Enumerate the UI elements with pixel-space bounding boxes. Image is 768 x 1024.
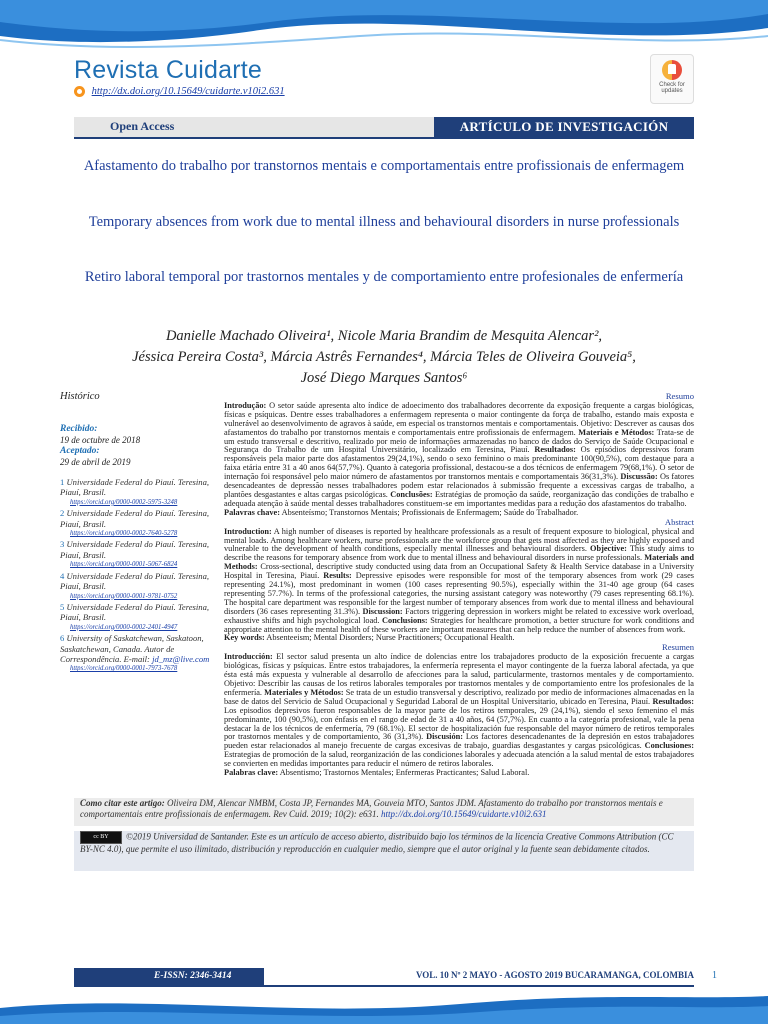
section-label: Discussion: (360, 606, 403, 616)
section-text: Estrategias de promoción de la salud, reorganización de las condiciones laborales y adecuada atención a la salud mental de estos trabajadores se convierten en medidas importantes para reducir el número de retiros laborales. (224, 750, 694, 769)
affiliation-text: Universidade Federal do Piauí. Teresina, Piauí, Brasil. (60, 539, 210, 560)
affiliation-number: 5 (60, 601, 65, 612)
section-text: Os fatores desencadeantes de depressão nesses trabalhadores podem estar relacionados à submissão frequente a excessivas cargas de trabalho, a plantões desgastantes e altas cargas psicológicas. (224, 472, 695, 499)
section-label: Conclusões: (387, 489, 433, 499)
citation-label: Como citar este artigo: (80, 798, 165, 808)
affiliation-number: 2 (60, 508, 65, 519)
section-text: Depressive episodes were responsible for most of the temporary absences from work (29 cases representing 24.1%), most predominant in women (100 cases representing 90.5%), especially within the 31-40 age group (64 cases representing 57.7%). In terms of the professional categories, the nursing assistant category was noteworthy (79 cases representing 68.1%). The hospital care department was responsible for the largest number of temporary absences from work due to mental illness and behavioural disorders (36 cases representing 31.3%). (224, 571, 694, 616)
affiliation-item (60, 633, 210, 675)
affiliation-text: Universidade Federal do Piauí. Teresina, Piauí, Brasil. (60, 601, 210, 623)
resumen-heading: Resumen (662, 642, 694, 653)
affiliation-list (60, 477, 210, 675)
affiliation-item (60, 602, 210, 633)
open-access-icon (74, 86, 85, 97)
check-for-updates-badge[interactable] (650, 54, 694, 104)
resumen-body (224, 653, 694, 778)
section-label: Materiales y Métodos: (262, 687, 344, 697)
affiliation-item (60, 508, 210, 539)
abstract-heading: Abstract (664, 516, 694, 527)
citation-doi-link[interactable]: http://dx.doi.org/10.15649/cuidarte.v10i2.631 (381, 809, 547, 819)
orcid-link[interactable]: https://orcid.org/0000-0001-9781-0752 (70, 592, 178, 600)
license-box (74, 831, 694, 871)
abstracts-column (224, 392, 694, 778)
footer-bar (74, 968, 694, 987)
article-type-label: ARTÍCULO DE INVESTIGACIÓN (434, 117, 694, 137)
author-line: Jéssica Pereira Costa³, Márcia Astrês Fernandes⁴, Márcia Teles de Oliveira Gouveia⁵, (132, 349, 636, 365)
affiliation-text: Universidade Federal do Piauí. Teresina, Piauí, Brasil. (60, 508, 210, 529)
section-label: Discusión: (423, 732, 464, 742)
section-text: O setor saúde apresenta alto índice de adoecimento dos trabalhadores decorrente da exposição frequente a cargas biológicas, físicas e psíquicas. Dentre esses trabalhadores a enfermagem representa o maior contingente da força de trabalho, estando mais exposta e vulnerável ao desenvolvimento de agravos à saúde, em especial os transtornos mentais e comportamentais. Objetivo: Descrever as causas dos afastamentos do trabalho por transtornos mentais e comportamentais entre profissionais de enfermagem. (224, 400, 695, 437)
section-text: Factors triggering depression in workers might be related to excessive work overload, exhaustive shifts and high psychological load. (224, 606, 694, 625)
affiliation-text: Universidade Federal do Piauí. Teresina, Piauí, Brasil. (60, 477, 210, 498)
section-text: Os episódios depressivos foram responsáveis pela maior parte dos afastamentos 29(24,1%), sendo o sexo feminino o mais predominante 100(90,5%), com destaque para a faixa etária entre 31 a 40 anos 64(57,7%). Quanto à categoria profissional, destacou-se a dos técnicos de enfermagem 79(68,1%). O setor de internação foi responsável pelo maior número de afastamentos por transtornos mentais e comportamentais 36(31,3%). (224, 445, 694, 482)
affiliation-number: 3 (60, 539, 65, 550)
section-text: Strategies for healthcare promotion, a better structure for work conditions and appropriate attention to the mental health of these workers are important measures that can help reduce the number of absences from work. (224, 615, 694, 634)
keywords-label: Key words: (224, 633, 265, 643)
section-text: Trata-se de um estudo transversal e descritivo, realizado por meio de informações armazenadas no banco de dados do Serviço de Saúde Ocupacional e Segurança do Trabalho de um Hospital Universitário, localizado em Teresina, Piauí. (224, 427, 694, 455)
journal-title: Revista Cuidarte (74, 56, 263, 84)
creative-commons-icon[interactable]: cc BY (80, 831, 122, 844)
keywords-text: Absentismo; Trastornos Mentales; Enfermeras Practicantes; Salud Laboral. (278, 768, 530, 778)
affiliation-text: University of Saskatchewan, Saskatoon, Saskatchewan, Canada. Autor de Correspondência. E-mail: (60, 633, 204, 664)
section-label: Discussão: (618, 472, 658, 482)
section-text: Estratégias de promoção da saúde, reorganização das condições de trabalho e adequada atenção à saúde mental desses trabalhadores constituem-se em importantes medidas para a redução dos afastamentos do trabalho. (224, 489, 695, 508)
resumo-body (224, 402, 694, 518)
issn-label: E-ISSN: 2346-3414 (74, 968, 264, 985)
orcid-link[interactable]: https://orcid.org/0000-0002-2401-4947 (70, 623, 178, 631)
author-line: José Diego Marques Santos⁶ (300, 370, 468, 386)
orcid-link[interactable]: https://orcid.org/0000-0002-7640-5278 (70, 530, 178, 538)
section-text: Los episodios depresivos fueron responsables de la mayor parte de los retiros temporales, 29 (24,1%), siendo el sexo femenino el más predominante, 100 (90,5%), con énfasis en el rango de edad de 31 a 40 años, 64 (57,7%). En cuanto a la categoría profesional, vale la pena destacar la de los técnicos de enfermería, 79 (68.1%). El sector de hospitalización fue responsable del mayor número de retiros temporales por trastornos mentales y de comportamiento, 36 (31,3%). (224, 705, 694, 742)
section-label: Introducción: (224, 652, 273, 662)
section-text: Se trata de un estudio transversal y descriptivo, realizado por medio de informaciones almacenadas en la base de datos del Servicio de Salud Ocupacional y Seguridad Laboral de un Hospital Universitario, ubicado en Teresina, Piauí. (224, 687, 694, 706)
affiliation-item (60, 571, 210, 602)
abstract-body (224, 528, 694, 644)
header-wave-banner (0, 0, 768, 60)
affiliation-text: Universidade Federal do Piauí. Teresina, Piauí, Brasil. (60, 570, 210, 592)
section-label: Introdução: (224, 400, 267, 410)
title-spanish: Retiro laboral temporal por trastornos mentales y de comportamiento entre profesionales de enfermería (84, 269, 684, 285)
bookmark-icon (662, 60, 682, 80)
section-label: Results: (319, 571, 352, 581)
affiliation-item (60, 477, 210, 508)
affiliation-item (60, 539, 210, 570)
orcid-link[interactable]: https://orcid.org/0000-0002-5975-3248 (70, 498, 178, 506)
title-english: Temporary absences from work due to mental illness and behavioural disorders in nurse professionals (88, 214, 680, 230)
received-date: 19 de octubre de 2018 (60, 434, 141, 445)
section-label: Conclusions: (379, 615, 428, 625)
citation-text: Oliveira DM, Alencar NMBM, Costa JP, Fernandes MA, Gouveia MTO, Santos JDM. Afastamento do trabalho por transtornos mentais e comportamentais entre profissionais de enfermagem. Rev Cuid. 2019; 10(2): e631. (80, 798, 663, 819)
affiliation-number: 4 (60, 570, 65, 581)
section-label: Resultados: (650, 696, 694, 706)
volume-label: VOL. 10 Nº 2 MAYO - AGOSTO 2019 BUCARAMANGA, COLOMBIA (415, 970, 694, 980)
history-sidebar (60, 392, 210, 675)
doi-row (74, 86, 285, 97)
section-text: A high number of diseases is reported by healthcare professionals as a result of frequent exposure to biological, physical and mental loads. Among healthcare workers, nurse professionals are the workforce group that gets most affected as they are highly exposed and vulnerable to the development of health conditions, especially mental illnesses and behavioural disorders. (224, 526, 694, 554)
received-label: Recibido: (60, 424, 98, 435)
section-label: Materials and Methods: (224, 553, 695, 572)
license-text: ©2019 Universidad de Santander. Este es un artículo de acceso abierto, distribuido bajo los términos de la licencia Creative Commons Attribution (CC BY-NC 4.0), que permite el uso ilimitado, distribución y reproducción en cualquier medio, siempre que el autor original y la fuente sean debidamente citados. (80, 831, 674, 854)
citation-box (74, 798, 694, 826)
section-text: This study aims to describe the reasons for temporary absence from work due to mental illness and behavioural disorders in nurse professionals. (224, 544, 694, 563)
footer-wave-banner (0, 990, 768, 1024)
accepted-date: 29 de abril de 2019 (60, 456, 131, 467)
section-label: Materiais e Métodos: (575, 427, 655, 437)
section-label: Objective: (586, 544, 627, 554)
section-text: El sector salud presenta un alto índice de dolencias entre los trabajadores producto de la exposición frecuente a cargas biológicas, físicas y psíquicas. Entre estos trabajadores, la enfermería representa el mayor contingente de la fuerza laboral afectada, ya que ésta está más expuesta y vulnerable al desarrollo de afecciones para la salud, particularmente, trastornos mentales y de comportamiento. Objetivo: Describir las causas de los retiros laborales temporales por trastornos mentales y de comportamiento entre los profesionales de la enfermería. (224, 652, 694, 697)
page-number: 1 (712, 970, 717, 981)
section-text: Cross-sectional, descriptive study conducted using data from an Occupational Safety & Health Service database in a University Hospital in Teresina, Piauí. (224, 562, 694, 581)
affiliation-number: 1 (60, 477, 65, 488)
affiliation-number: 6 (60, 633, 65, 644)
orcid-link[interactable]: https://orcid.org/0000-0001-5067-6824 (70, 561, 178, 569)
keywords-label: Palavras chave: (224, 507, 280, 517)
keywords-label: Palabras clave: (224, 768, 279, 778)
section-text: Los factores desencadenantes de la depresión en estos trabajadores pueden estar relacionados al manejo frecuente de cargas excesivas de trabajo, guardias desgastantes y cargas psicológicas. (224, 732, 695, 751)
open-access-label: Open Access (110, 119, 175, 133)
accepted-label: Aceptado: (60, 446, 100, 457)
section-label: Resultados: (529, 445, 576, 455)
author-list (74, 326, 694, 389)
orcid-link[interactable]: https://orcid.org/0000-0001-7973-7678 (70, 665, 178, 673)
title-portuguese: Afastamento do trabalho por transtornos mentais e comportamentais entre profissionais de enfermagem (83, 158, 685, 174)
keywords-text: Absenteísmo; Transtornos Mentais; Profissionais de Enfermagem; Saúde do Trabalhador. (280, 507, 579, 517)
check-updates-label: Check for updates (659, 82, 685, 94)
doi-link[interactable]: http://dx.doi.org/10.15649/cuidarte.v10i2.631 (91, 86, 285, 97)
author-line: Danielle Machado Oliveira¹, Nicole Maria Brandim de Mesquita Alencar², (165, 328, 603, 344)
article-type-band (74, 117, 694, 139)
resumo-heading: Resumo (665, 391, 694, 401)
section-label: Introduction: (224, 526, 272, 536)
correspondence-email[interactable]: jd_mz@live.com (152, 653, 210, 664)
history-heading: Histórico (60, 391, 100, 402)
section-label: Conclusiones: (641, 741, 694, 751)
keywords-text: Absenteeism; Mental Disorders; Nurse Practitioners; Occupational Health. (264, 633, 515, 643)
